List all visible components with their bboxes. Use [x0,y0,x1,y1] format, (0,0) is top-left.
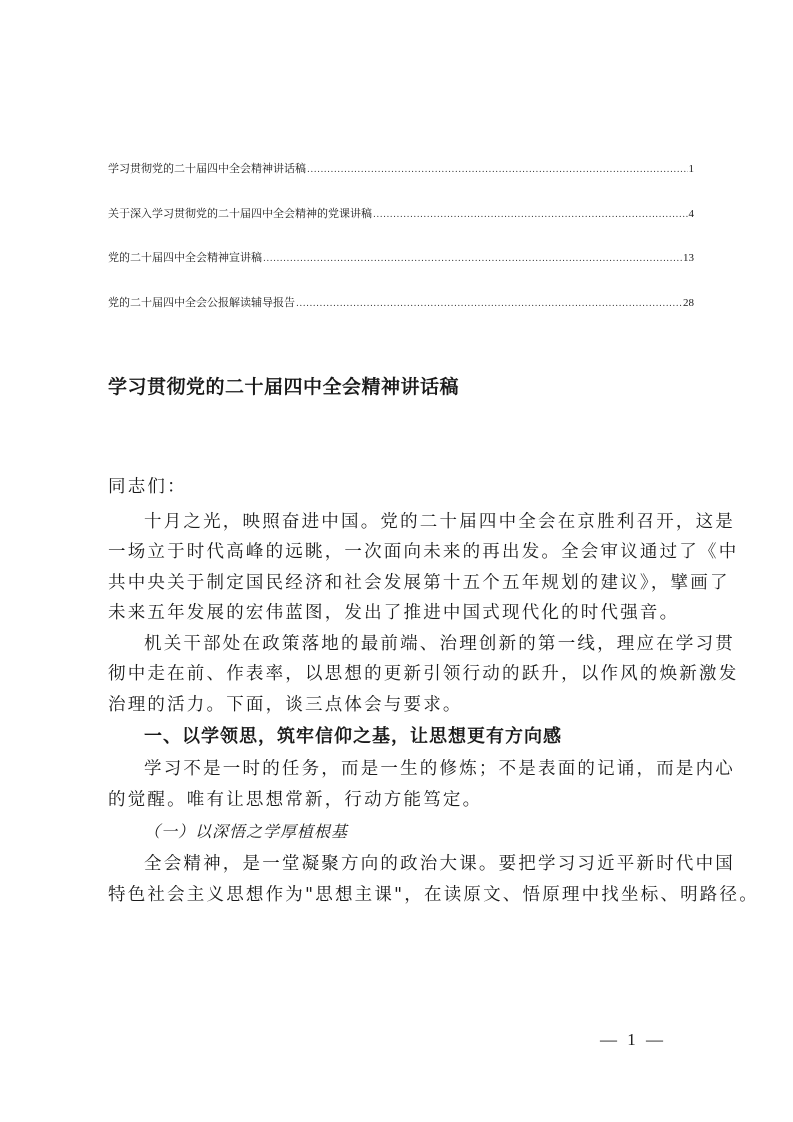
section-heading: 一、以学领思，筑牢信仰之基，让思想更有方向感 [144,726,562,747]
paragraph-line: 学习不是一时的任务，而是一生的修炼；不是表面的记诵，而是内心 [144,759,735,779]
toc-leader-dots [307,165,688,175]
toc-entry-title: 学习贯彻党的二十届四中全会精神讲话稿 [108,162,306,175]
toc-entry-page: 4 [688,207,694,220]
toc-leader-dots [296,299,682,309]
toc-leader-dots [263,254,682,264]
subsection-heading: （一）以深悟之学厚植根基 [144,822,349,841]
paragraph [108,629,739,721]
salutation: 同志们： [108,477,187,497]
paragraph-line: 一场立于时代高峰的远眺，一次面向未来的再出发。全会审议通过了《中 [108,542,739,562]
paragraph-line: 十月之光，映照奋进中国。党的二十届四中全会在京胜利召开，这是 [144,511,735,532]
toc-entry[interactable] [108,294,694,308]
paragraph-line: 未来五年发展的宏伟蓝图，发出了推进中国式现代化的时代强音。 [108,603,680,623]
toc-entry[interactable] [108,205,694,219]
paragraph-line: 机关干部处在政策落地的最前端、治理创新的第一线，理应在学习贯 [144,633,735,654]
table-of-contents [108,160,694,338]
paragraph-line: 治理的活力。下面，谈三点体会与要求。 [108,694,463,715]
toc-entry-title: 关于深入学习贯彻党的二十届四中全会精神的党课讲稿 [108,206,372,220]
toc-entry-page: 28 [683,296,694,309]
paragraph [108,849,759,910]
toc-entry-page: 13 [683,252,694,264]
toc-entry-page: 1 [688,163,694,175]
toc-entry-title: 党的二十届四中全会公报解读辅导报告 [108,295,295,309]
paragraph-line: 共中央关于制定国民经济和社会发展第十五个五年规划的建议》，擘画了 [108,572,730,593]
paragraph-line: 彻中走在前、作表率，以思想的更新引领行动的跃升，以作风的焕新激发 [108,664,739,684]
paragraph-line: 特色社会主义思想作为"思想主课"，在读原文、悟原理中找坐标、明路径。 [108,884,759,905]
paragraph-line: 的觉醒。唯有让思想常新，行动方能笃定。 [108,789,483,810]
paragraph [108,507,739,629]
paragraph [108,754,735,815]
toc-entry-title: 党的二十届四中全会精神宣讲稿 [108,251,262,264]
paragraph-line: 全会精神，是一堂凝聚方向的政治大课。要把学习习近平新时代中国 [144,854,735,874]
toc-leader-dots [373,210,688,220]
page-number: — 1 — [600,1030,666,1049]
document-title: 学习贯彻党的二十届四中全会精神讲话稿 [108,376,460,398]
toc-entry[interactable] [108,249,694,263]
toc-entry[interactable] [108,160,694,174]
document-body [108,472,759,910]
